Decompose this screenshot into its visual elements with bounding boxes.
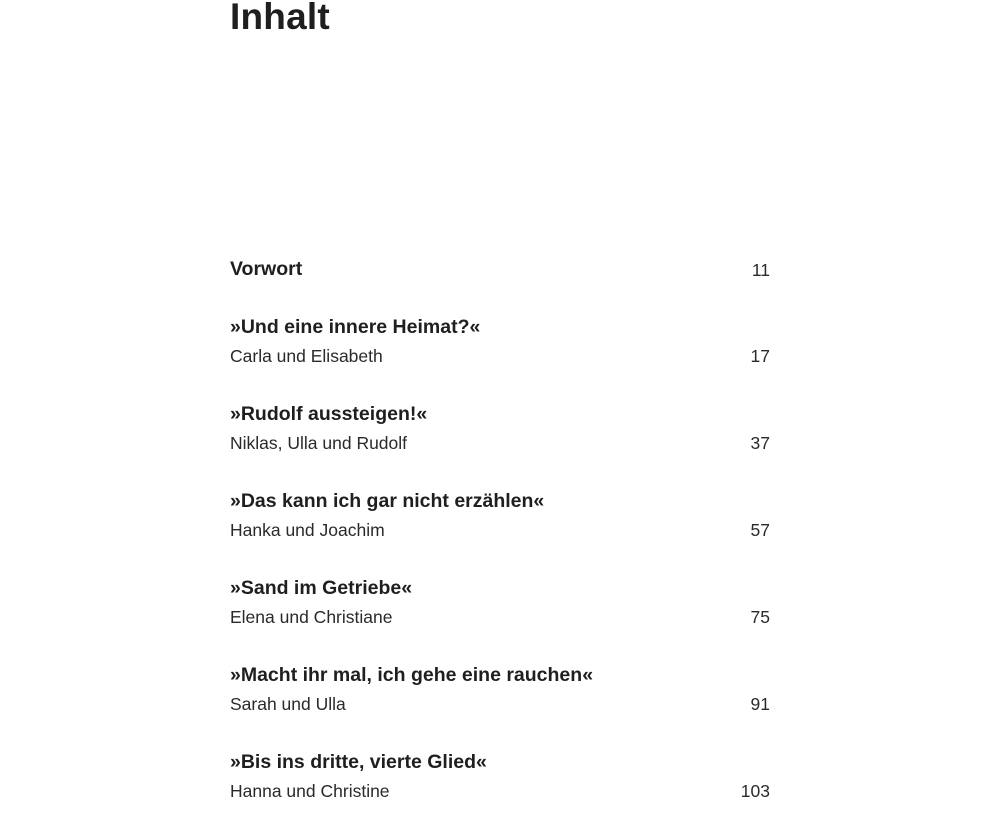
toc-entry-page: 91 <box>750 694 770 714</box>
toc-entry[interactable] <box>230 660 770 747</box>
toc-entry-authors: Sarah und Ulla <box>230 694 346 714</box>
toc-entry-page: 11 <box>751 260 770 280</box>
toc-entry-page: 75 <box>750 607 770 627</box>
toc-entry-title: »Und eine innere Heimat?« <box>230 316 481 338</box>
toc-entry-title: »Sand im Getriebe« <box>230 577 413 599</box>
toc-entry-authors: Hanna und Christine <box>230 781 390 801</box>
toc-entry-page: 17 <box>750 346 770 366</box>
toc-entry-vorwort[interactable] <box>230 254 770 312</box>
toc-entry[interactable] <box>230 573 770 660</box>
toc-entry[interactable] <box>230 312 770 399</box>
toc-entry[interactable] <box>230 399 770 486</box>
toc-entry-page: 57 <box>750 520 770 540</box>
toc-entry-title: »Bis ins dritte, vierte Glied« <box>230 751 487 773</box>
toc-entry-title: Vorwort <box>230 258 303 280</box>
toc-entry[interactable] <box>230 486 770 573</box>
toc-entry-authors: Carla und Elisabeth <box>230 346 383 366</box>
table-of-contents <box>230 254 770 834</box>
toc-entry-title: »Rudolf aussteigen!« <box>230 403 428 425</box>
toc-entry-authors: Hanka und Joachim <box>230 520 385 540</box>
toc-entry-authors: Niklas, Ulla und Rudolf <box>230 433 408 453</box>
toc-entry-title: »Das kann ich gar nicht erzählen« <box>230 490 545 512</box>
toc-entry-authors: Elena und Christiane <box>230 607 393 627</box>
toc-entry-page: 37 <box>750 433 770 453</box>
toc-entry[interactable] <box>230 747 770 834</box>
toc-entry-page: 103 <box>740 781 770 801</box>
page-title: Inhalt <box>230 0 330 37</box>
toc-entry-title: »Macht ihr mal, ich gehe eine rauchen« <box>230 664 594 686</box>
